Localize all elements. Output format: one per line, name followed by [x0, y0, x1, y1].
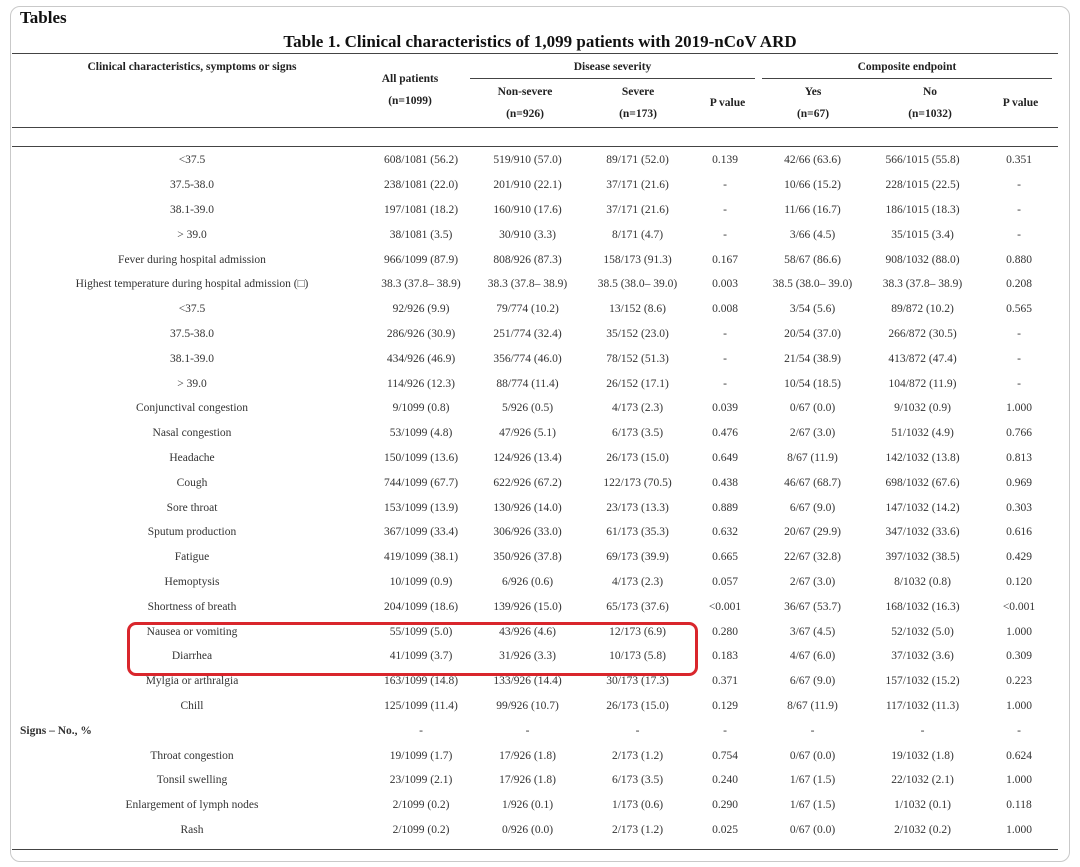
cell-characteristic: Fever during hospital admission [118, 253, 266, 266]
cell-severe: 61/173 (35.3) [606, 526, 669, 539]
table-bottom-rule [12, 849, 1058, 850]
cell-p-value-composite: 0.813 [1006, 451, 1032, 464]
cell-composite-no: 89/872 (10.2) [891, 303, 954, 316]
cell-composite-no: 157/1032 (15.2) [885, 675, 960, 688]
cell-severe: 37/171 (21.6) [606, 179, 669, 192]
table-row [12, 694, 1058, 719]
cell-composite-yes: 6/67 (9.0) [789, 675, 836, 688]
cell-all-patients: 744/1099 (67.7) [383, 476, 459, 489]
cell-composite-yes: 8/67 (11.9) [787, 451, 838, 464]
table-row [12, 446, 1058, 471]
cell-characteristic: Mylgia or arthralgia [145, 675, 239, 688]
cell-characteristic: Highest temperature during hospital admission (□) [75, 278, 309, 291]
cell-p-value-severity: 0.139 [712, 154, 738, 167]
table-title: Table 1. Clinical characteristics of 1,099 patients with 2019-nCoV ARD [283, 32, 797, 51]
clinical-characteristics-table [12, 148, 1058, 842]
cell-severe: 2/173 (1.2) [611, 749, 664, 762]
header-all-patients: All patients [381, 73, 439, 85]
cell-p-value-severity: - [723, 228, 727, 241]
table-row [12, 793, 1058, 818]
cell-non-severe: 79/774 (10.2) [496, 303, 559, 316]
cell-p-value-severity: 0.003 [712, 278, 738, 291]
cell-non-severe: 43/926 (4.6) [499, 625, 556, 638]
cell-characteristic: Nasal congestion [152, 427, 232, 440]
cell-composite-yes: 6/67 (9.0) [789, 501, 836, 514]
cell-all-patients: - [419, 724, 423, 737]
table-row [12, 297, 1058, 322]
cell-severe: 12/173 (6.9) [609, 625, 666, 638]
cell-p-value-composite: 0.565 [1006, 303, 1032, 316]
cell-composite-yes: 3/54 (5.6) [789, 303, 836, 316]
cell-non-severe: 5/926 (0.5) [501, 402, 554, 415]
header-severe: Severe [621, 86, 655, 98]
cell-severe: 8/171 (4.7) [611, 228, 664, 241]
cell-p-value-severity: 0.057 [712, 575, 738, 588]
cell-non-severe: 30/910 (3.3) [499, 228, 556, 241]
header-all-patients-n: (n=1099) [388, 95, 432, 107]
cell-severe: 10/173 (5.8) [609, 650, 666, 663]
cell-all-patients: 367/1099 (33.4) [383, 526, 459, 539]
cell-composite-no: 9/1032 (0.9) [894, 402, 951, 415]
cell-severe: 6/173 (3.5) [611, 427, 664, 440]
cell-non-severe: 124/926 (13.4) [493, 451, 562, 464]
cell-composite-no: - [920, 724, 925, 737]
cell-p-value-severity: 0.167 [712, 253, 738, 266]
table-row [12, 322, 1058, 347]
header-severe-n: (n=173) [619, 108, 657, 120]
cell-composite-no: 51/1032 (4.9) [891, 427, 954, 440]
cell-p-value-severity: 0.632 [712, 526, 738, 539]
cell-all-patients: 163/1099 (14.8) [383, 675, 459, 688]
table-row [12, 272, 1058, 297]
cell-composite-no: 228/1015 (22.5) [885, 179, 960, 192]
cell-composite-yes: 10/54 (18.5) [784, 377, 841, 390]
header-p-value-severity: P value [709, 97, 746, 109]
cell-characteristic: Chill [180, 699, 204, 712]
cell-severe: 78/152 (51.3) [606, 352, 669, 365]
cell-p-value-composite: 1.000 [1006, 699, 1032, 712]
cell-composite-no: 147/1032 (14.2) [885, 501, 960, 514]
cell-p-value-severity: - [723, 203, 727, 216]
cell-severe: 26/173 (15.0) [606, 451, 669, 464]
cell-characteristic: 37.5-38.0 [169, 179, 215, 192]
table-row [12, 594, 1058, 619]
cell-characteristic: Throat congestion [150, 749, 234, 762]
cell-non-severe: 38.3 (37.8– 38.9) [487, 278, 568, 291]
cell-non-severe: 99/926 (10.7) [496, 699, 559, 712]
section-row [12, 718, 1058, 743]
cell-p-value-composite: 1.000 [1006, 823, 1032, 836]
cell-p-value-severity: 0.649 [712, 451, 738, 464]
cell-all-patients: 55/1099 (5.0) [389, 625, 453, 638]
header-non-severe-n: (n=926) [506, 108, 544, 120]
cell-composite-no: 908/1032 (88.0) [885, 253, 960, 266]
cell-characteristic: <37.5 [178, 154, 206, 167]
cell-non-severe: 356/774 (46.0) [493, 352, 562, 365]
header-no-n: (n=1032) [908, 108, 952, 120]
cell-p-value-severity: - [723, 327, 727, 340]
cell-all-patients: 125/1099 (11.4) [384, 699, 458, 712]
cell-p-value-severity: - [723, 724, 727, 737]
table-row [12, 198, 1058, 223]
cell-severe: 89/171 (52.0) [606, 154, 669, 167]
cell-characteristic: 38.1-39.0 [169, 352, 215, 365]
cell-non-severe: 251/774 (32.4) [493, 327, 562, 340]
cell-p-value-severity: - [723, 377, 727, 390]
cell-p-value-composite: 0.118 [1006, 799, 1032, 812]
cell-non-severe: 201/910 (22.1) [493, 179, 562, 192]
cell-composite-yes: 1/67 (1.5) [789, 774, 836, 787]
cell-non-severe: 808/926 (87.3) [493, 253, 562, 266]
cell-severe: 2/173 (1.2) [611, 823, 664, 836]
cell-all-patients: 10/1099 (0.9) [389, 575, 453, 588]
cell-p-value-severity: 0.754 [712, 749, 738, 762]
cell-p-value-severity: 0.129 [712, 699, 738, 712]
section-heading: Tables [20, 8, 67, 27]
cell-characteristic: Cough [176, 476, 208, 489]
cell-characteristic: Conjunctival congestion [135, 402, 249, 415]
cell-p-value-composite: - [1017, 179, 1021, 192]
cell-composite-no: 22/1032 (2.1) [891, 774, 954, 787]
header-disease-severity: Disease severity [573, 61, 652, 73]
cell-composite-no: 566/1015 (55.8) [885, 154, 960, 167]
table-row [12, 743, 1058, 768]
cell-composite-yes: 11/66 (16.7) [784, 203, 841, 216]
cell-p-value-severity: 0.476 [712, 427, 738, 440]
cell-all-patients: 150/1099 (13.6) [383, 451, 459, 464]
cell-all-patients: 41/1099 (3.7) [389, 650, 453, 663]
table-row [12, 470, 1058, 495]
header-yes-n: (n=67) [796, 108, 830, 120]
cell-p-value-composite: 0.616 [1006, 526, 1032, 539]
cell-severe: 158/173 (91.3) [603, 253, 672, 266]
header-no: No [922, 86, 938, 98]
cell-p-value-severity: 0.665 [712, 551, 738, 564]
cell-p-value-composite: - [1017, 327, 1021, 340]
top-rule [12, 53, 1058, 54]
cell-non-severe: 17/926 (1.8) [499, 749, 556, 762]
table-row [12, 173, 1058, 198]
cell-composite-no: 142/1032 (13.8) [885, 451, 960, 464]
cell-severe: 1/173 (0.6) [611, 799, 664, 812]
cell-severe: 23/173 (13.3) [606, 501, 669, 514]
cell-all-patients: 92/926 (9.9) [392, 303, 450, 316]
cell-composite-no: 413/872 (47.4) [888, 352, 957, 365]
cell-p-value-composite: - [1017, 203, 1021, 216]
cell-all-patients: 238/1081 (22.0) [383, 179, 459, 192]
cell-p-value-composite: <0.001 [1002, 600, 1036, 613]
cell-composite-yes: 46/67 (68.7) [784, 476, 841, 489]
cell-characteristic: 37.5-38.0 [169, 327, 215, 340]
cell-p-value-composite: 0.429 [1006, 551, 1032, 564]
cell-all-patients: 204/1099 (18.6) [383, 600, 459, 613]
cell-composite-yes: 0/67 (0.0) [789, 823, 836, 836]
cell-composite-yes: 2/67 (3.0) [789, 575, 836, 588]
cell-composite-no: 266/872 (30.5) [888, 327, 957, 340]
cell-composite-no: 168/1032 (16.3) [885, 600, 960, 613]
cell-severe: 13/152 (8.6) [609, 303, 666, 316]
cell-severe: - [635, 724, 640, 737]
cell-composite-no: 19/1032 (1.8) [891, 749, 954, 762]
cell-non-severe: 139/926 (15.0) [493, 600, 562, 613]
cell-composite-no: 347/1032 (33.6) [885, 526, 960, 539]
cell-p-value-composite: 0.223 [1006, 675, 1032, 688]
cell-characteristic: Signs – No., % [20, 724, 92, 737]
table-row [12, 520, 1058, 545]
cell-severe: 69/173 (39.9) [606, 551, 669, 564]
cell-p-value-severity: 0.008 [712, 303, 738, 316]
cell-p-value-severity: 0.025 [712, 823, 738, 836]
cell-p-value-composite: - [1017, 228, 1021, 241]
cell-non-severe: 6/926 (0.6) [501, 575, 554, 588]
cell-p-value-composite: 1.000 [1006, 625, 1032, 638]
cell-p-value-severity: 0.438 [712, 476, 738, 489]
cell-composite-yes: 21/54 (38.9) [784, 352, 841, 365]
cell-non-severe: 47/926 (5.1) [499, 427, 556, 440]
cell-severe: 38.5 (38.0– 39.0) [597, 278, 678, 291]
cell-all-patients: 38/1081 (3.5) [389, 228, 453, 241]
cell-p-value-severity: <0.001 [708, 600, 742, 613]
cell-non-severe: 1/926 (0.1) [501, 799, 554, 812]
cell-composite-yes: 36/67 (53.7) [784, 600, 841, 613]
cell-non-severe: 130/926 (14.0) [493, 501, 562, 514]
table-row [12, 148, 1058, 173]
cell-severe: 6/173 (3.5) [611, 774, 664, 787]
table-row [12, 371, 1058, 396]
cell-severe: 4/173 (2.3) [611, 575, 664, 588]
cell-all-patients: 9/1099 (0.8) [392, 402, 450, 415]
cell-non-severe: 519/910 (57.0) [493, 154, 562, 167]
cell-characteristic: Rash [180, 823, 204, 836]
cell-p-value-severity: 0.290 [712, 799, 738, 812]
cell-p-value-composite: - [1017, 724, 1021, 737]
cell-non-severe: 622/926 (67.2) [493, 476, 562, 489]
cell-p-value-composite: 0.303 [1006, 501, 1032, 514]
cell-characteristic: 38.1-39.0 [169, 203, 215, 216]
cell-p-value-composite: 1.000 [1006, 774, 1032, 787]
cell-p-value-severity: 0.039 [712, 402, 738, 415]
cell-composite-yes: 2/67 (3.0) [789, 427, 836, 440]
cell-non-severe: 350/926 (37.8) [493, 551, 562, 564]
cell-severe: 30/173 (17.3) [606, 675, 669, 688]
cell-all-patients: 2/1099 (0.2) [392, 799, 450, 812]
cell-p-value-composite: 0.880 [1006, 253, 1032, 266]
table-row [12, 421, 1058, 446]
cell-composite-no: 117/1032 (11.3) [885, 699, 960, 712]
cell-severe: 35/152 (23.0) [606, 327, 669, 340]
cell-p-value-severity: 0.280 [712, 625, 738, 638]
cell-severe: 26/152 (17.1) [606, 377, 669, 390]
cell-composite-yes: 10/66 (15.2) [784, 179, 841, 192]
cell-non-severe: 17/926 (1.8) [499, 774, 556, 787]
cell-characteristic: <37.5 [178, 303, 206, 316]
cell-p-value-composite: 0.208 [1006, 278, 1032, 291]
cell-severe: 4/173 (2.3) [611, 402, 664, 415]
cell-characteristic: > 39.0 [177, 377, 207, 390]
cell-all-patients: 2/1099 (0.2) [392, 823, 450, 836]
table-row [12, 545, 1058, 570]
cell-characteristic: Fatigue [174, 551, 210, 564]
cell-characteristic: Diarrhea [171, 650, 213, 663]
cell-characteristic: Shortness of breath [147, 600, 237, 613]
header-p-value-composite: P value [1002, 97, 1039, 109]
cell-severe: 122/173 (70.5) [603, 476, 672, 489]
table-row [12, 247, 1058, 272]
cell-characteristic: Headache [169, 451, 215, 464]
cell-all-patients: 153/1099 (13.9) [383, 501, 459, 514]
table-row [12, 570, 1058, 595]
cell-composite-yes: 20/67 (29.9) [784, 526, 841, 539]
cell-composite-no: 52/1032 (5.0) [891, 625, 954, 638]
cell-characteristic: Nausea or vomiting [146, 625, 238, 638]
cell-composite-yes: 1/67 (1.5) [789, 799, 836, 812]
cell-non-severe: 88/774 (11.4) [496, 377, 559, 390]
cell-composite-no: 1/1032 (0.1) [894, 799, 951, 812]
cell-non-severe: - [525, 724, 530, 737]
cell-p-value-composite: 0.624 [1006, 749, 1032, 762]
cell-non-severe: 31/926 (3.3) [499, 650, 556, 663]
cell-all-patients: 197/1081 (18.2) [383, 203, 459, 216]
cell-p-value-composite: 0.969 [1006, 476, 1032, 489]
cell-p-value-severity: 0.889 [712, 501, 738, 514]
table-row [12, 818, 1058, 843]
cell-p-value-composite: 0.351 [1006, 154, 1032, 167]
cell-composite-yes: 22/67 (32.8) [784, 551, 841, 564]
cell-all-patients: 434/926 (46.9) [386, 352, 456, 365]
cell-non-severe: 133/926 (14.4) [493, 675, 562, 688]
header-non-severe: Non-severe [497, 86, 553, 98]
cell-composite-no: 698/1032 (67.6) [885, 476, 960, 489]
table-row [12, 495, 1058, 520]
header-characteristics: Clinical characteristics, symptoms or signs [87, 61, 297, 73]
cell-severe: 37/171 (21.6) [606, 203, 669, 216]
cell-composite-yes: 0/67 (0.0) [789, 402, 836, 415]
cell-p-value-severity: - [723, 352, 727, 365]
cell-composite-no: 8/1032 (0.8) [894, 575, 951, 588]
table-row [12, 768, 1058, 793]
cell-all-patients: 286/926 (30.9) [386, 327, 456, 340]
cell-composite-no: 35/1015 (3.4) [891, 228, 954, 241]
cell-composite-no: 2/1032 (0.2) [894, 823, 951, 836]
cell-composite-yes: 20/54 (37.0) [784, 327, 841, 340]
cell-severe: 65/173 (37.6) [606, 600, 669, 613]
table-row [12, 396, 1058, 421]
cell-p-value-severity: 0.371 [712, 675, 738, 688]
cell-composite-no: 186/1015 (18.3) [885, 203, 960, 216]
cell-composite-yes: - [810, 724, 815, 737]
cell-all-patients: 38.3 (37.8– 38.9) [381, 278, 461, 291]
cell-all-patients: 53/1099 (4.8) [389, 427, 453, 440]
header-bottom-rule [12, 127, 1058, 128]
cell-composite-yes: 58/67 (86.6) [784, 253, 841, 266]
cell-composite-yes: 3/66 (4.5) [789, 228, 836, 241]
body-top-rule [12, 146, 1058, 147]
cell-composite-no: 38.3 (37.8– 38.9) [882, 278, 963, 291]
cell-characteristic: Enlargement of lymph nodes [125, 799, 259, 812]
cell-composite-yes: 38.5 (38.0– 39.0) [772, 278, 853, 291]
cell-p-value-severity: - [723, 179, 727, 192]
cell-composite-no: 104/872 (11.9) [888, 377, 957, 390]
cell-composite-yes: 4/67 (6.0) [789, 650, 836, 663]
cell-characteristic: Sputum production [147, 526, 237, 539]
cell-all-patients: 19/1099 (1.7) [389, 749, 453, 762]
cell-all-patients: 114/926 (12.3) [387, 377, 455, 390]
header-yes: Yes [804, 86, 822, 98]
cell-characteristic: > 39.0 [177, 228, 207, 241]
cell-p-value-composite: 0.766 [1006, 427, 1032, 440]
cell-non-severe: 160/910 (17.6) [493, 203, 562, 216]
cell-p-value-composite: 0.120 [1006, 575, 1032, 588]
cell-all-patients: 966/1099 (87.9) [383, 253, 459, 266]
cell-composite-no: 397/1032 (38.5) [885, 551, 960, 564]
cell-composite-yes: 0/67 (0.0) [789, 749, 836, 762]
cell-all-patients: 419/1099 (38.1) [383, 551, 459, 564]
cell-p-value-severity: 0.240 [712, 774, 738, 787]
cell-p-value-composite: 1.000 [1006, 402, 1032, 415]
cell-p-value-composite: - [1017, 352, 1021, 365]
highlight-box [127, 622, 698, 676]
cell-p-value-severity: 0.183 [712, 650, 738, 663]
table-row [12, 346, 1058, 371]
cell-non-severe: 306/926 (33.0) [493, 526, 562, 539]
cell-non-severe: 0/926 (0.0) [501, 823, 554, 836]
cell-p-value-composite: - [1017, 377, 1021, 390]
cell-all-patients: 23/1099 (2.1) [389, 774, 453, 787]
cell-composite-yes: 8/67 (11.9) [787, 699, 838, 712]
cell-all-patients: 608/1081 (56.2) [383, 154, 459, 167]
cell-composite-yes: 42/66 (63.6) [784, 154, 841, 167]
cell-severe: 26/173 (15.0) [606, 699, 669, 712]
cell-characteristic: Hemoptysis [164, 575, 220, 588]
cell-characteristic: Tonsil swelling [156, 774, 228, 787]
cell-p-value-composite: 0.309 [1006, 650, 1032, 663]
cell-characteristic: Sore throat [166, 501, 218, 514]
cell-composite-yes: 3/67 (4.5) [789, 625, 836, 638]
cell-composite-no: 37/1032 (3.6) [891, 650, 954, 663]
table-row [12, 222, 1058, 247]
header-composite-endpoint: Composite endpoint [857, 61, 957, 73]
